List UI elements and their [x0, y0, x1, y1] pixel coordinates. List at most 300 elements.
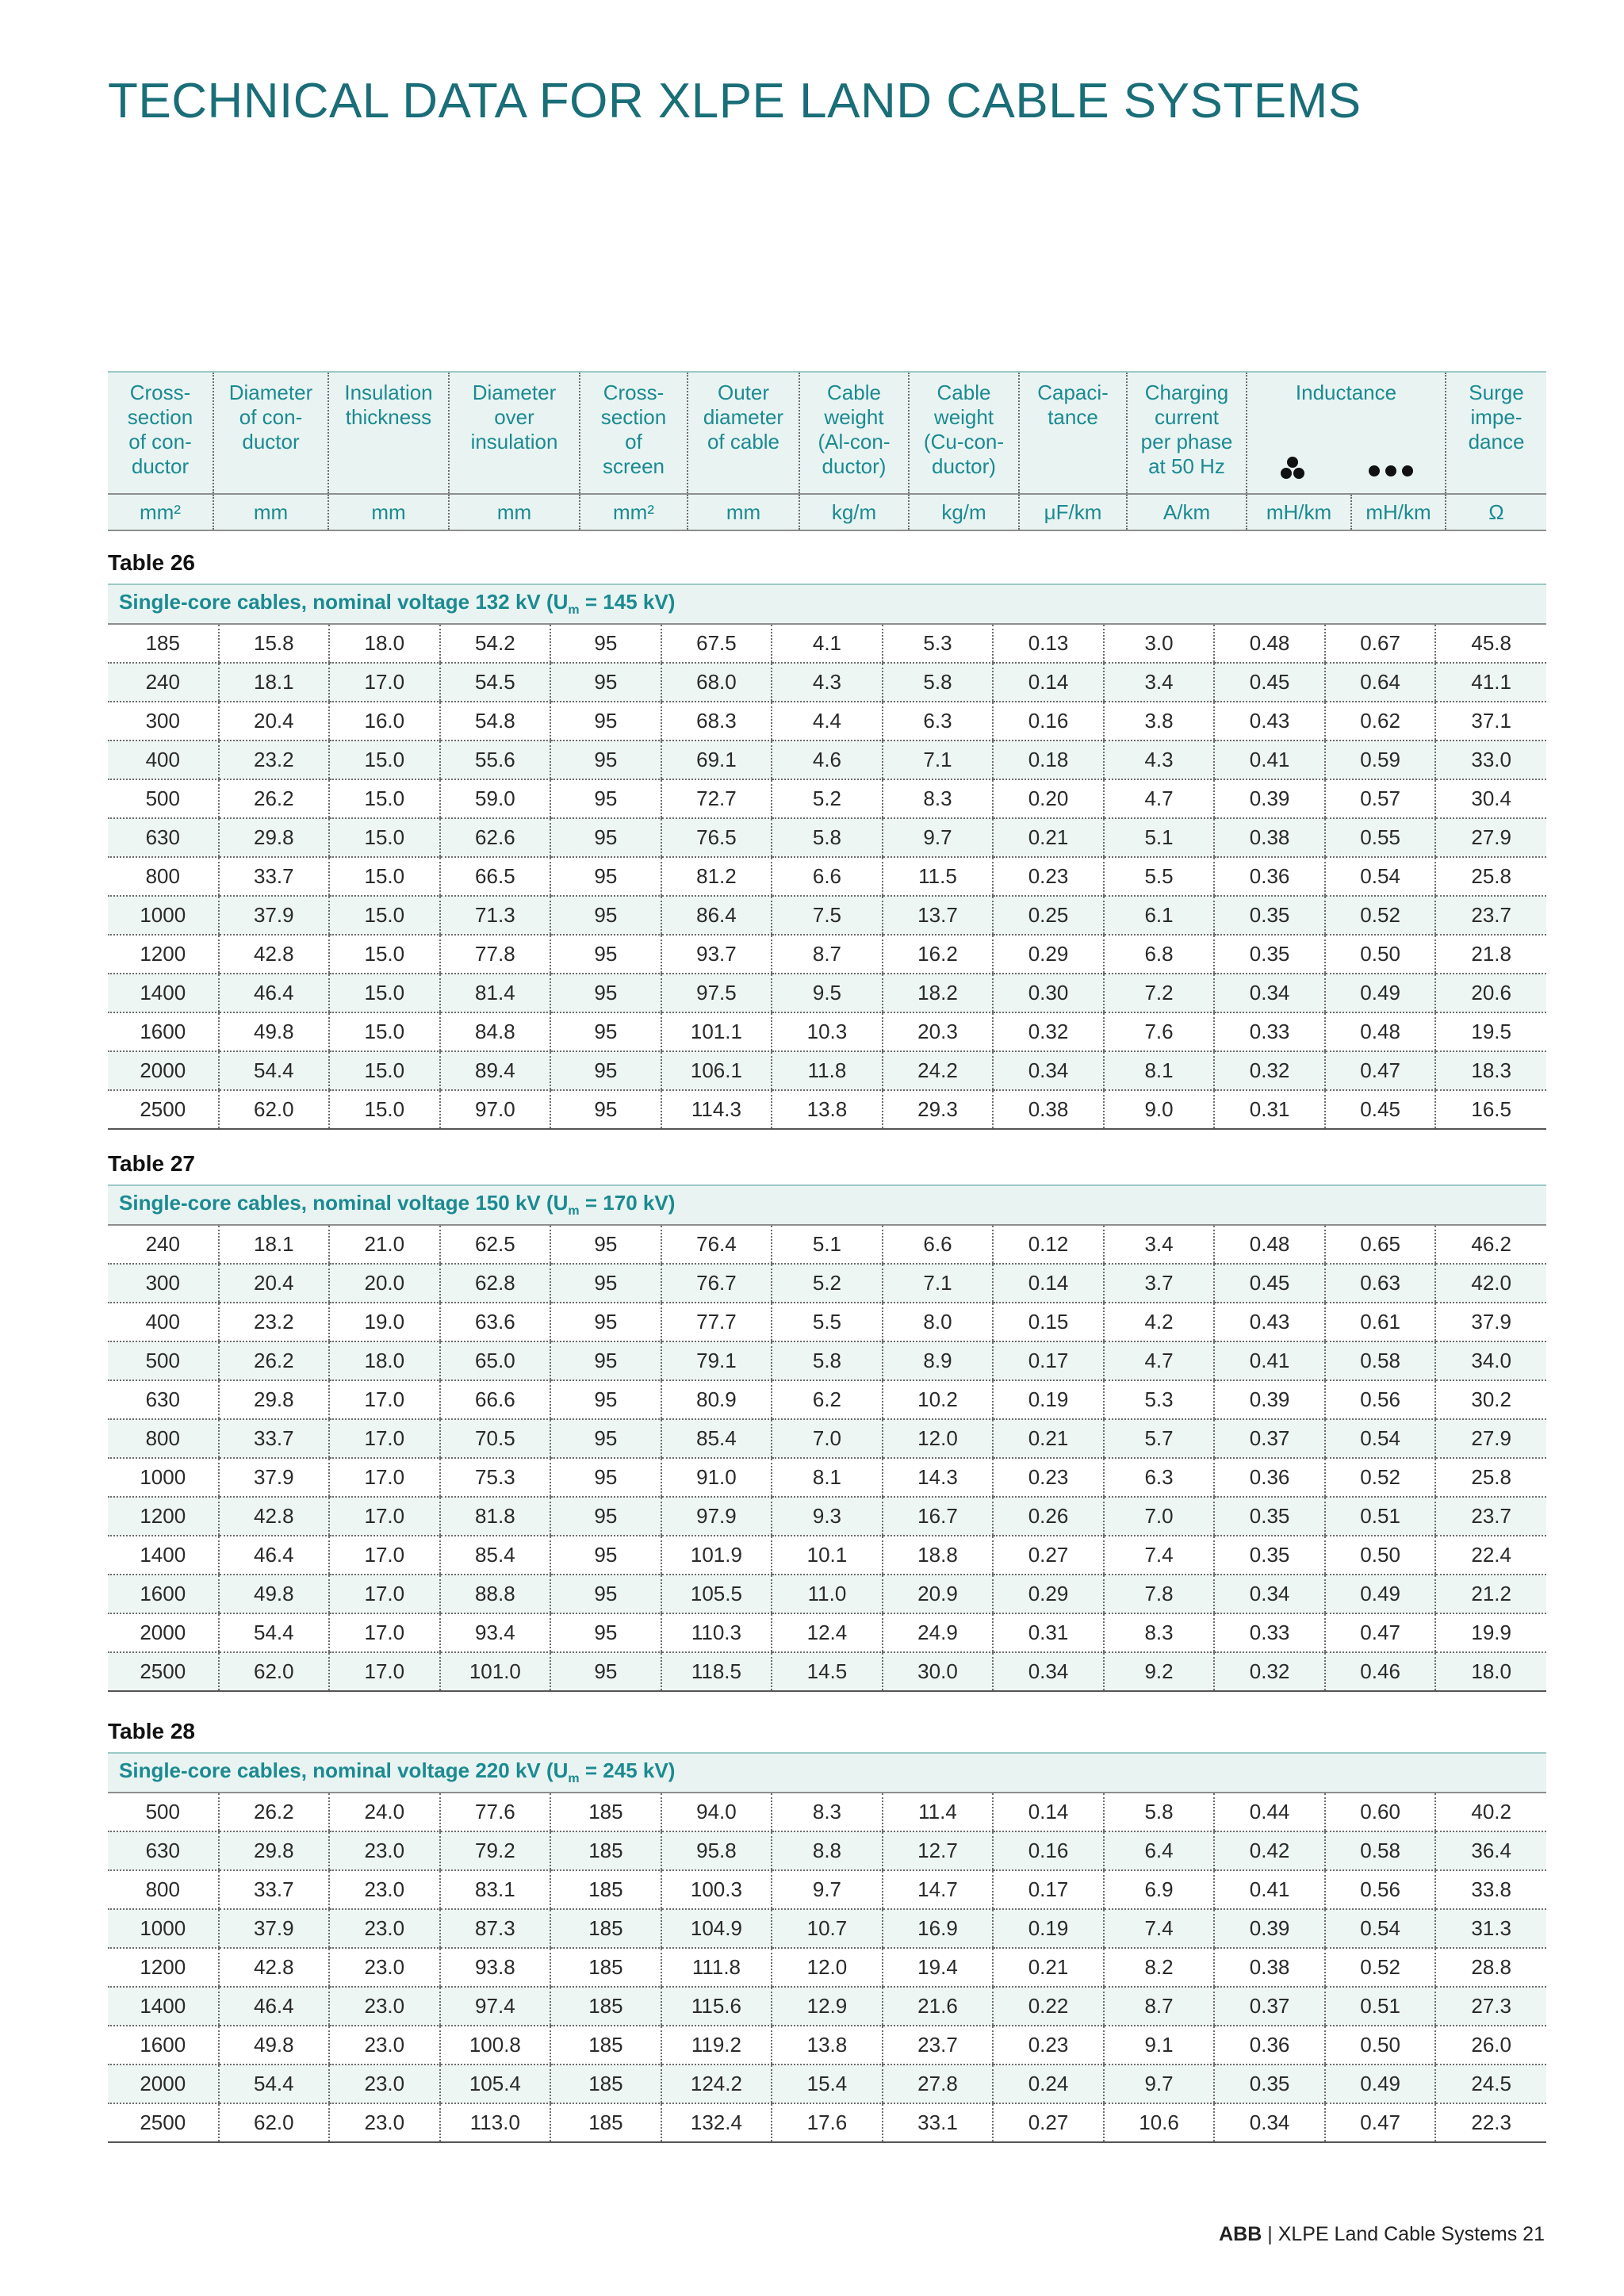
table-cell: 86.4: [661, 896, 772, 935]
table-cell: 0.21: [993, 1948, 1104, 1987]
table-cell: 0.22: [993, 1987, 1104, 2026]
table-cell: 4.2: [1104, 1303, 1215, 1341]
footer-brand: ABB: [1219, 2223, 1262, 2245]
header-line: dance: [1468, 430, 1525, 453]
table-cell: 0.18: [993, 740, 1104, 779]
section-header-row: [108, 584, 1546, 624]
table-row: [108, 818, 1546, 857]
table-cell: 18.0: [329, 624, 440, 663]
table-cell: 21.2: [1435, 1575, 1546, 1613]
table-cell: 8.7: [1104, 1987, 1215, 2026]
table-27-label: Table 27: [108, 1151, 195, 1176]
table-cell: 93.7: [661, 935, 772, 974]
table-cell: 0.50: [1325, 935, 1436, 974]
table-cell: 119.2: [661, 2026, 772, 2064]
table-cell: 0.21: [993, 1419, 1104, 1458]
col-header-weight-al: [799, 372, 909, 494]
table-cell: 62.0: [219, 1652, 330, 1691]
table-cell: 0.34: [993, 1051, 1104, 1090]
table-cell: 0.14: [993, 1793, 1104, 1831]
table-cell: 22.4: [1435, 1536, 1546, 1575]
table-cell: 30.0: [883, 1652, 994, 1691]
header-line: Charging: [1144, 381, 1229, 404]
table-cell: 68.0: [661, 663, 772, 702]
table-cell: 118.5: [661, 1652, 772, 1691]
table-cell: 46.4: [219, 1536, 330, 1575]
table-cell: 240: [108, 1225, 219, 1264]
table-cell: 1400: [108, 1987, 219, 2026]
table-row: [108, 1613, 1546, 1652]
table-cell: 62.8: [440, 1264, 551, 1303]
table-cell: 124.2: [661, 2064, 772, 2103]
table-cell: 85.4: [440, 1536, 551, 1575]
table-cell: 18.1: [219, 1225, 330, 1264]
table-cell: 17.0: [329, 1458, 440, 1497]
table-cell: 0.13: [993, 624, 1104, 663]
table-row: [108, 624, 1546, 663]
table-cell: 0.58: [1325, 1831, 1436, 1870]
table-cell: 95: [550, 779, 661, 818]
table-cell: 5.2: [772, 1264, 883, 1303]
table-row: [108, 1012, 1546, 1051]
table-cell: 95: [550, 1225, 661, 1264]
table-cell: 16.0: [329, 702, 440, 740]
table-cell: 0.26: [993, 1497, 1104, 1536]
table-cell: 17.0: [329, 1652, 440, 1691]
table-cell: 0.17: [993, 1341, 1104, 1380]
table-cell: 27.9: [1435, 1419, 1546, 1458]
table-cell: 18.0: [1435, 1652, 1546, 1691]
table-cell: 15.0: [329, 935, 440, 974]
table-cell: 0.64: [1325, 663, 1436, 702]
table-row: [108, 1575, 1546, 1613]
table-cell: 240: [108, 663, 219, 702]
table-cell: 0.42: [1214, 1831, 1325, 1870]
table-cell: 5.3: [1104, 1380, 1215, 1419]
table-cell: 70.5: [440, 1419, 551, 1458]
table-cell: 95: [550, 896, 661, 935]
table-cell: 83.1: [440, 1870, 551, 1909]
table-cell: 0.36: [1214, 857, 1325, 896]
table-cell: 54.4: [219, 1051, 330, 1090]
table-cell: 25.8: [1435, 857, 1546, 896]
header-line: Cable: [936, 381, 991, 404]
table-cell: 16.7: [883, 1497, 994, 1536]
table-cell: 95: [550, 1264, 661, 1303]
table-cell: 2500: [108, 1090, 219, 1129]
table-row: [108, 1652, 1546, 1691]
table-cell: 9.7: [772, 1870, 883, 1909]
table-cell: 0.47: [1325, 2103, 1436, 2142]
col-header-inductance: [1247, 372, 1446, 494]
table-cell: 26.2: [219, 1793, 330, 1831]
table-cell: 630: [108, 1831, 219, 1870]
table-cell: 400: [108, 1303, 219, 1341]
col-header-cross-section: [108, 372, 213, 494]
table-cell: 15.0: [329, 740, 440, 779]
table-cell: 95: [550, 935, 661, 974]
table-cell: 300: [108, 702, 219, 740]
table-cell: 59.0: [440, 779, 551, 818]
table-cell: 0.51: [1325, 1987, 1436, 2026]
table-cell: 5.5: [1104, 857, 1215, 896]
table-cell: 18.3: [1435, 1051, 1546, 1090]
table-cell: 19.4: [883, 1948, 994, 1987]
table-cell: 9.7: [1104, 2064, 1215, 2103]
header-line: impe-: [1470, 405, 1522, 429]
table-cell: 54.4: [219, 1613, 330, 1652]
table-cell: 1600: [108, 1012, 219, 1051]
table-cell: 20.3: [883, 1012, 994, 1051]
table-cell: 7.8: [1104, 1575, 1215, 1613]
table-cell: 0.47: [1325, 1051, 1436, 1090]
table-cell: 23.0: [329, 2026, 440, 2064]
table-cell: 0.14: [993, 663, 1104, 702]
table-cell: 0.41: [1214, 1870, 1325, 1909]
table-cell: 800: [108, 857, 219, 896]
header-line: diameter: [703, 405, 784, 429]
table-cell: 8.1: [1104, 1051, 1215, 1090]
table-cell: 81.2: [661, 857, 772, 896]
table-row: [108, 1303, 1546, 1341]
table-cell: 500: [108, 779, 219, 818]
table-cell: 23.0: [329, 1987, 440, 2026]
table-cell: 0.25: [993, 896, 1104, 935]
section-title: Single-core cables, nominal voltage 150 kV ($U_m = 170$ kV): [108, 1185, 1546, 1225]
table-cell: 800: [108, 1419, 219, 1458]
table-cell: 15.0: [329, 974, 440, 1012]
table-cell: 13.7: [883, 896, 994, 935]
table-cell: 19.9: [1435, 1613, 1546, 1652]
table-cell: 0.49: [1325, 2064, 1436, 2103]
table-cell: 105.4: [440, 2064, 551, 2103]
table-cell: 185: [550, 1948, 661, 1987]
table-cell: 114.3: [661, 1090, 772, 1129]
table-28: [108, 1752, 1546, 2143]
table-cell: 20.4: [219, 1264, 330, 1303]
table-cell: 0.52: [1325, 896, 1436, 935]
table-row: [108, 1051, 1546, 1090]
table-28-label: Table 28: [108, 1719, 195, 1743]
table-cell: 0.23: [993, 857, 1104, 896]
table-cell: 185: [550, 2064, 661, 2103]
table-cell: 0.33: [1214, 1613, 1325, 1652]
table-cell: 46.4: [219, 974, 330, 1012]
table-cell: 0.41: [1214, 1341, 1325, 1380]
table-cell: 97.5: [661, 974, 772, 1012]
table-cell: 81.4: [440, 974, 551, 1012]
table-cell: 300: [108, 1264, 219, 1303]
table-cell: 23.0: [329, 1909, 440, 1948]
table-cell: 17.0: [329, 1419, 440, 1458]
table-cell: 0.19: [993, 1909, 1104, 1948]
table-row: [108, 779, 1546, 818]
table-cell: 23.2: [219, 1303, 330, 1341]
table-cell: 33.7: [219, 857, 330, 896]
table-cell: 0.37: [1214, 1419, 1325, 1458]
table-cell: 100.8: [440, 2026, 551, 2064]
table-cell: 23.0: [329, 2064, 440, 2103]
table-cell: 15.0: [329, 818, 440, 857]
header-line: ductor): [932, 454, 996, 478]
table-cell: 95: [550, 1652, 661, 1691]
table-cell: 81.8: [440, 1497, 551, 1536]
table-cell: 37.9: [219, 1909, 330, 1948]
table-cell: 20.9: [883, 1575, 994, 1613]
table-cell: 29.8: [219, 1380, 330, 1419]
table-cell: 0.45: [1214, 1264, 1325, 1303]
table-cell: 3.0: [1104, 624, 1215, 663]
table-cell: 23.2: [219, 740, 330, 779]
header-line: at 50 Hz: [1148, 454, 1225, 478]
trefoil-formation-icon: [1277, 455, 1308, 480]
table-row: [108, 1536, 1546, 1575]
table-cell: 12.7: [883, 1831, 994, 1870]
table-cell: 0.38: [1214, 818, 1325, 857]
table-cell: 41.1: [1435, 663, 1546, 702]
table-cell: 95: [550, 740, 661, 779]
table-cell: 1200: [108, 935, 219, 974]
table-cell: 21.0: [329, 1225, 440, 1264]
table-cell: 0.45: [1325, 1090, 1436, 1129]
header-line: Insulation: [344, 381, 433, 404]
table-cell: 5.8: [772, 1341, 883, 1380]
table-cell: 0.54: [1325, 857, 1436, 896]
table-cell: 66.5: [440, 857, 551, 896]
table-cell: 0.16: [993, 1831, 1104, 1870]
table-cell: 95: [550, 1497, 661, 1536]
table-cell: 8.7: [772, 935, 883, 974]
table-cell: 71.3: [440, 896, 551, 935]
table-cell: 101.9: [661, 1536, 772, 1575]
table-cell: 8.8: [772, 1831, 883, 1870]
table-cell: 4.7: [1104, 779, 1215, 818]
unit-cell: mH/km: [1247, 494, 1351, 530]
table-cell: 16.9: [883, 1909, 994, 1948]
table-cell: 95: [550, 1458, 661, 1497]
table-cell: 104.9: [661, 1909, 772, 1948]
table-cell: 37.9: [1435, 1303, 1546, 1341]
section-header-row: [108, 1753, 1546, 1793]
table-cell: 101.1: [661, 1012, 772, 1051]
table-cell: 54.5: [440, 663, 551, 702]
table-cell: 8.2: [1104, 1948, 1215, 1987]
table-cell: 97.9: [661, 1497, 772, 1536]
table-cell: 0.61: [1325, 1303, 1436, 1341]
table-cell: 62.5: [440, 1225, 551, 1264]
table-cell: 0.17: [993, 1870, 1104, 1909]
col-header-capacitance: [1019, 372, 1127, 494]
section-title: Single-core cables, nominal voltage 220 kV ($U_m = 245$ kV): [108, 1753, 1546, 1793]
table-cell: 185: [550, 1987, 661, 2026]
table-cell: 23.7: [883, 2026, 994, 2064]
table-cell: 5.1: [772, 1225, 883, 1264]
header-line: over: [494, 405, 534, 429]
table-cell: 93.8: [440, 1948, 551, 1987]
table-row: [108, 1225, 1546, 1264]
table-cell: 7.0: [772, 1419, 883, 1458]
unit-cell: mm: [328, 494, 449, 530]
header-line: weight: [933, 405, 994, 429]
table-cell: 0.60: [1325, 1793, 1436, 1831]
footer-separator: |: [1262, 2223, 1278, 2245]
table-cell: 4.7: [1104, 1341, 1215, 1380]
table-cell: 1000: [108, 1909, 219, 1948]
table-cell: 185: [550, 2103, 661, 2142]
table-cell: 0.58: [1325, 1341, 1436, 1380]
unit-cell: μF/km: [1019, 494, 1127, 530]
table-cell: 76.4: [661, 1225, 772, 1264]
table-cell: 0.57: [1325, 779, 1436, 818]
table-row: [108, 740, 1546, 779]
table-cell: 27.3: [1435, 1987, 1546, 2026]
table-cell: 0.63: [1325, 1264, 1436, 1303]
unit-cell: mm: [213, 494, 328, 530]
table-cell: 0.35: [1214, 935, 1325, 974]
unit-cell: mm²: [580, 494, 688, 530]
table-cell: 0.29: [993, 935, 1104, 974]
table-cell: 185: [108, 624, 219, 663]
table-cell: 85.4: [661, 1419, 772, 1458]
header-line: Diameter: [472, 381, 557, 404]
table-cell: 0.35: [1214, 2064, 1325, 2103]
table-cell: 100.3: [661, 1870, 772, 1909]
table-cell: 49.8: [219, 2026, 330, 2064]
table-cell: 0.12: [993, 1225, 1104, 1264]
table-cell: 0.65: [1325, 1225, 1436, 1264]
table-cell: 0.34: [1214, 974, 1325, 1012]
column-header-table: [108, 371, 1546, 531]
table-cell: 62.0: [219, 2103, 330, 2142]
table-cell: 0.59: [1325, 740, 1436, 779]
table-cell: 95: [550, 857, 661, 896]
table-cell: 23.7: [1435, 1497, 1546, 1536]
table-cell: 15.0: [329, 1051, 440, 1090]
table-cell: 0.48: [1214, 624, 1325, 663]
header-line: current: [1155, 405, 1219, 429]
table-cell: 0.52: [1325, 1948, 1436, 1987]
table-cell: 0.50: [1325, 2026, 1436, 2064]
table-cell: 0.38: [1214, 1948, 1325, 1987]
header-line: Capaci-: [1037, 381, 1109, 404]
table-cell: 0.43: [1214, 702, 1325, 740]
table-cell: 630: [108, 1380, 219, 1419]
table-cell: 75.3: [440, 1458, 551, 1497]
table-cell: 79.2: [440, 1831, 551, 1870]
table-27: [108, 1184, 1546, 1692]
table-cell: 0.39: [1214, 779, 1325, 818]
unit-cell: Ω: [1446, 494, 1546, 530]
table-row: [108, 1831, 1546, 1870]
table-cell: 1000: [108, 896, 219, 935]
table-cell: 17.0: [329, 1380, 440, 1419]
table-cell: 10.1: [772, 1536, 883, 1575]
header-line: ductor: [131, 454, 190, 478]
table-row: [108, 1497, 1546, 1536]
header-line: thickness: [345, 405, 432, 429]
header-line: Cross-: [603, 381, 665, 404]
table-cell: 8.0: [883, 1303, 994, 1341]
table-row: [108, 1419, 1546, 1458]
table-cell: 8.3: [772, 1793, 883, 1831]
table-cell: 36.4: [1435, 1831, 1546, 1870]
table-cell: 46.4: [219, 1987, 330, 2026]
table-cell: 7.1: [883, 740, 994, 779]
table-cell: 97.0: [440, 1090, 551, 1129]
table-cell: 23.7: [1435, 896, 1546, 935]
table-cell: 0.34: [1214, 1575, 1325, 1613]
table-cell: 19.5: [1435, 1012, 1546, 1051]
table-cell: 0.54: [1325, 1419, 1436, 1458]
table-cell: 6.9: [1104, 1870, 1215, 1909]
table-cell: 21.6: [883, 1987, 994, 2026]
table-cell: 115.6: [661, 1987, 772, 2026]
table-cell: 91.0: [661, 1458, 772, 1497]
table-cell: 17.0: [329, 1575, 440, 1613]
table-cell: 95: [550, 1090, 661, 1129]
unit-cell: kg/m: [909, 494, 1019, 530]
table-cell: 1600: [108, 2026, 219, 2064]
table-cell: 31.3: [1435, 1909, 1546, 1948]
table-cell: 5.3: [883, 624, 994, 663]
table-cell: 400: [108, 740, 219, 779]
table-cell: 2500: [108, 1652, 219, 1691]
header-line: Surge: [1469, 381, 1524, 404]
section-title: Single-core cables, nominal voltage 132 kV ($U_m = 145$ kV): [108, 584, 1546, 624]
table-cell: 111.8: [661, 1948, 772, 1987]
table-cell: 95: [550, 663, 661, 702]
table-cell: 62.6: [440, 818, 551, 857]
table-cell: 6.2: [772, 1380, 883, 1419]
table-cell: 0.35: [1214, 1497, 1325, 1536]
table-cell: 63.6: [440, 1303, 551, 1341]
table-cell: 9.5: [772, 974, 883, 1012]
table-cell: 7.4: [1104, 1909, 1215, 1948]
table-cell: 42.8: [219, 1497, 330, 1536]
table-cell: 0.31: [1214, 1090, 1325, 1129]
table-cell: 45.8: [1435, 624, 1546, 663]
table-cell: 95: [550, 702, 661, 740]
table-cell: 185: [550, 2026, 661, 2064]
table-cell: 95.8: [661, 1831, 772, 1870]
table-cell: 0.27: [993, 2103, 1104, 2142]
table-cell: 21.8: [1435, 935, 1546, 974]
inductance-label: Inductance: [1295, 381, 1397, 404]
table-cell: 0.14: [993, 1264, 1104, 1303]
table-cell: 0.48: [1325, 1012, 1436, 1051]
table-cell: 185: [550, 1831, 661, 1870]
table-cell: 18.1: [219, 663, 330, 702]
flat-formation-icon: [1366, 455, 1415, 480]
table-cell: 0.36: [1214, 2026, 1325, 2064]
col-header-screen-cross-section: [580, 372, 688, 494]
table-cell: 9.3: [772, 1497, 883, 1536]
table-row: [108, 896, 1546, 935]
table-cell: 13.8: [772, 1090, 883, 1129]
table-cell: 10.6: [1104, 2103, 1215, 2142]
table-cell: 0.55: [1325, 818, 1436, 857]
table-cell: 185: [550, 1793, 661, 1831]
table-cell: 6.4: [1104, 1831, 1215, 1870]
table-cell: 1400: [108, 974, 219, 1012]
table-cell: 0.32: [1214, 1051, 1325, 1090]
table-cell: 105.5: [661, 1575, 772, 1613]
table-cell: 77.7: [661, 1303, 772, 1341]
table-cell: 0.47: [1325, 1613, 1436, 1652]
table-cell: 0.29: [993, 1575, 1104, 1613]
header-line: insulation: [470, 430, 558, 453]
table-cell: 0.15: [993, 1303, 1104, 1341]
